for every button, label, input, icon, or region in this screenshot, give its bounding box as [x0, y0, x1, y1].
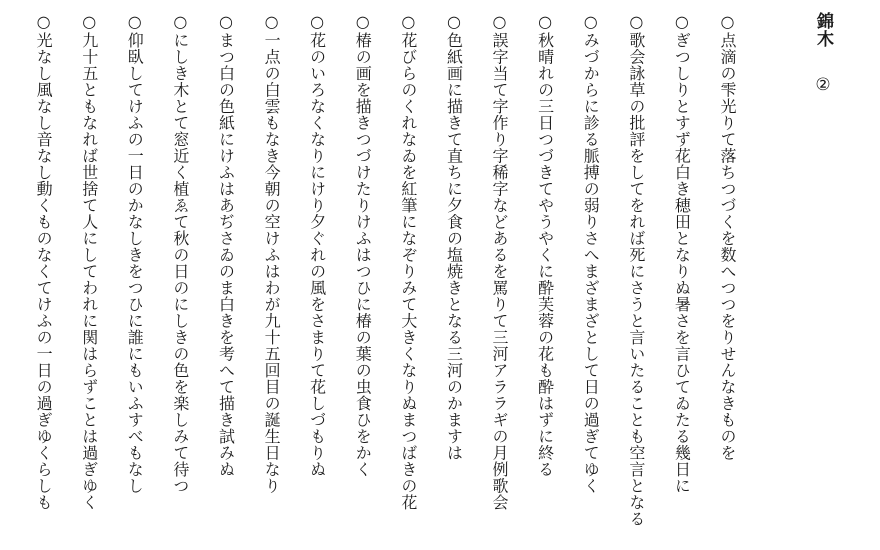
- poem-line: [203, 12, 249, 532]
- poem-line: [66, 12, 112, 532]
- poem-line: [248, 12, 294, 532]
- circle-marker-icon: ○: [490, 12, 510, 32]
- poem-text: 九十五ともなれば世捨て人にしてわれに関はらずことは過ぎゆく: [79, 31, 99, 510]
- document-title: 錦木: [813, 12, 833, 48]
- circle-marker-icon: ○: [672, 12, 692, 32]
- circle-marker-icon: ○: [444, 12, 464, 32]
- poem-text: 椿の画を描きつづけたりけふはつひに椿の葉の虫食ひをかく: [353, 31, 373, 477]
- circle-marker-icon: ○: [125, 12, 145, 32]
- circle-marker-icon: ○: [626, 12, 646, 32]
- poem-text: 一点の白雲もなき今朝の空けふはわが九十五回目の誕生日なり: [262, 31, 282, 494]
- poem-line: [568, 12, 614, 532]
- circle-marker-icon: ○: [262, 12, 282, 32]
- poem-text: 仰臥してけふの一日のかなしきをつひに誰にもいふすべもなし: [125, 31, 145, 494]
- poem-text: 秋晴れの三日つづきてやうやくに酔芙蓉の花も酔はずに終る: [535, 31, 555, 477]
- poem-text: 歌会詠草の批評をしてをれば死にさうと言いたることも空言となる: [626, 31, 646, 527]
- poem-line: [476, 12, 522, 532]
- poem-line: [21, 12, 67, 532]
- poem-line: [112, 12, 158, 532]
- poem-text: にしき木とて窓近く植ゑて秋の日のにしきの色を楽しみて待つ: [170, 31, 190, 494]
- circle-marker-icon: ○: [170, 12, 190, 32]
- circle-marker-icon: ○: [718, 12, 737, 32]
- circle-marker-icon: ○: [353, 12, 373, 32]
- poem-text: まつ白の色紙にけふはあぢさゐのま白きを考へて描き試みぬ: [216, 31, 236, 477]
- circle-marker-icon: ○: [535, 12, 555, 32]
- circle-marker-icon: ○: [581, 12, 601, 32]
- circle-marker-icon: ○: [398, 12, 418, 32]
- poem-line: [613, 12, 659, 532]
- circle-marker-icon: ○: [34, 12, 54, 32]
- poem-line: [659, 12, 705, 532]
- poem-line: [157, 12, 203, 532]
- poem-text: 花のいろなくなりにけり夕ぐれの風をさまりて花しづもりぬ: [307, 31, 327, 477]
- circle-marker-icon: ○: [307, 12, 327, 32]
- poem-text: ぎつしりとすず花白き穂田となりぬ暑さを言ひてゐたる幾日に: [672, 31, 692, 494]
- poem-line: [704, 12, 750, 532]
- poem-text: 点滴の雫光りて落ちつづくを数へつつをりせんなきものを: [718, 31, 737, 461]
- poem-columns: [21, 12, 751, 532]
- poem-line: [385, 12, 431, 532]
- poem-line: [294, 12, 340, 532]
- poem-text: 色紙画に描きて直ちに夕食の塩焼きとなる三河のかますは: [444, 31, 464, 461]
- circle-marker-icon: ○: [79, 12, 99, 32]
- circle-marker-icon: ○: [216, 12, 236, 32]
- poem-text: 花びらのくれなゐを紅筆になぞりみて大きくなりぬまつばきの花: [398, 31, 418, 510]
- poem-line: [340, 12, 386, 532]
- poem-text: 誤字当て字作り字稀字などあるを罵りて三河アララギの月例歌会: [490, 31, 510, 510]
- poem-line: [522, 12, 568, 532]
- poem-text: 光なし風なし音なし動くものなくてけふの一日の過ぎゆくらしも: [34, 31, 54, 510]
- poem-text: みづからに診る脈搏の弱りさへまざまざとして日の過ぎてゆく: [581, 31, 601, 494]
- section-number: ②: [815, 75, 831, 95]
- poem-line: [431, 12, 477, 532]
